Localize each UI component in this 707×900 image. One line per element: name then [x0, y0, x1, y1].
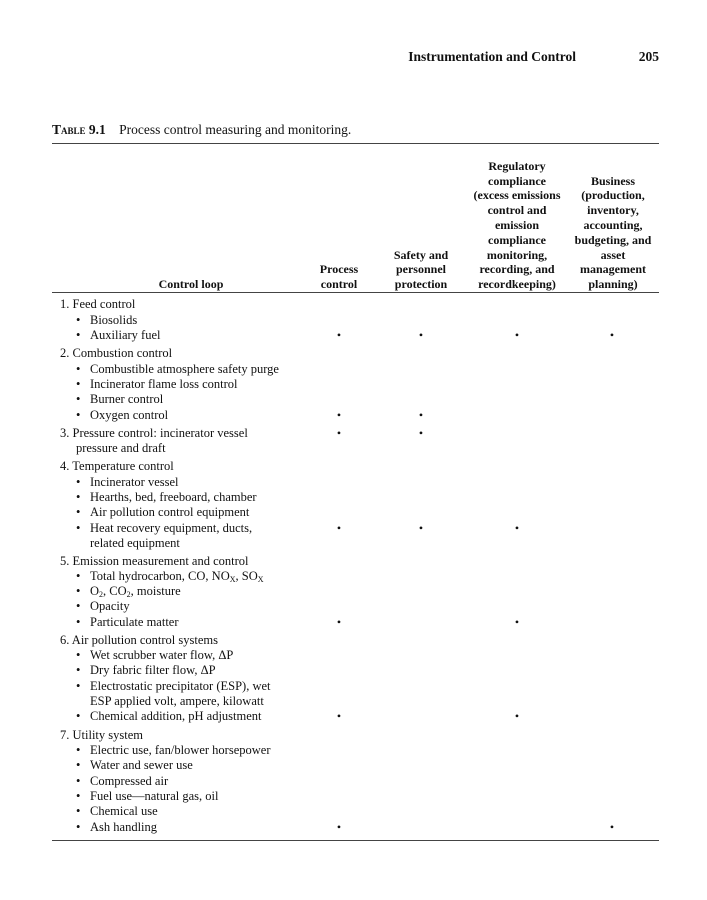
mark-business: • [609, 820, 615, 834]
table-row: 6. Air pollution control systems [60, 633, 218, 647]
table-title: Process control measuring and monitoring. [119, 122, 352, 137]
table-row: • Total hydrocarbon, CO, $NO_X$, $SO_X$ [76, 569, 264, 584]
table-row: 5. Emission measurement and control [60, 554, 249, 568]
mark-safety: • [418, 426, 424, 440]
mark-safety: • [418, 521, 424, 535]
mark-business: • [609, 328, 615, 342]
mark-regulatory: • [514, 615, 520, 629]
table-row: • Water and sewer use [76, 758, 193, 772]
mark-regulatory: • [514, 328, 520, 342]
table-row: • Electric use, fan/blower horsepower [76, 743, 271, 757]
table-row: • Oxygen control • • [0, 408, 707, 423]
table-row: • Incinerator flame loss control [76, 377, 238, 391]
table-header-rule [52, 292, 659, 293]
mark-process: • [336, 408, 342, 422]
table-row: 4. Temperature control [60, 459, 174, 473]
table-row: 1. Feed control [60, 297, 136, 311]
table-row: • Hearths, bed, freeboard, chamber [76, 490, 257, 504]
table-bottom-rule [52, 840, 659, 841]
running-title: Instrumentation and Control [408, 49, 576, 64]
col-header-control-loop: Control loop [158, 277, 224, 292]
table-row: • Chemical use [76, 804, 158, 818]
col-header-process-control: Process control [319, 262, 359, 292]
table-row: • Auxiliary fuel • • • • [0, 328, 707, 343]
table-row: 3. Pressure control: incinerator vessel • • [0, 426, 707, 441]
table-row: • Wet scrubber water flow, ΔP [76, 648, 234, 662]
table-row: • Air pollution control equipment [76, 505, 250, 519]
table-row: • Dry fabric filter flow, ΔP [76, 663, 216, 677]
mark-process: • [336, 328, 342, 342]
mark-regulatory: • [514, 521, 520, 535]
table-row: • Burner control [76, 392, 164, 406]
table-row: ESP applied volt, ampere, kilowatt [90, 694, 264, 708]
table-row: • Incinerator vessel [76, 475, 179, 489]
table-header [0, 0, 707, 292]
page-number: 205 [638, 49, 659, 64]
table-row: 2. Combustion control [60, 346, 173, 360]
mark-safety: • [418, 408, 424, 422]
table-row: • Fuel use—natural gas, oil [76, 789, 219, 803]
table-row: pressure and draft [76, 441, 166, 455]
mark-process: • [336, 615, 342, 629]
table-row: • Electrostatic precipitator (ESP), wet [76, 679, 271, 693]
mark-process: • [336, 709, 342, 723]
table-number: Table 9.1 [52, 122, 106, 137]
table-row: • Particulate matter • • [0, 615, 707, 630]
table-row: • $O_2$, $CO_2$, moisture [76, 584, 181, 599]
table-row: • Combustible atmosphere safety purge [76, 362, 279, 376]
col-header-business: Business (production, inventory, accounting, budgeting, and asset management planning) [574, 173, 652, 292]
mark-process: • [336, 820, 342, 834]
table-row: • Opacity [76, 599, 130, 613]
mark-regulatory: • [514, 709, 520, 723]
table-row: • Ash handling • • [0, 820, 707, 835]
table-row: • Biosolids [76, 313, 138, 327]
col-header-safety: Safety and personnel protection [393, 247, 449, 292]
table-row: • Heat recovery equipment, ducts, • • • [0, 521, 707, 536]
table-row: 7. Utility system [60, 728, 143, 742]
table-row: related equipment [90, 536, 180, 550]
mark-process: • [336, 426, 342, 440]
mark-safety: • [418, 328, 424, 342]
table-row: • Compressed air [76, 774, 169, 788]
col-header-regulatory: Regulatory compliance (excess emissions control and emission compliance monitoring, recording, and recordkeeping) [473, 158, 561, 292]
table-row: • Chemical addition, pH adjustment • • [0, 709, 707, 724]
mark-process: • [336, 521, 342, 535]
